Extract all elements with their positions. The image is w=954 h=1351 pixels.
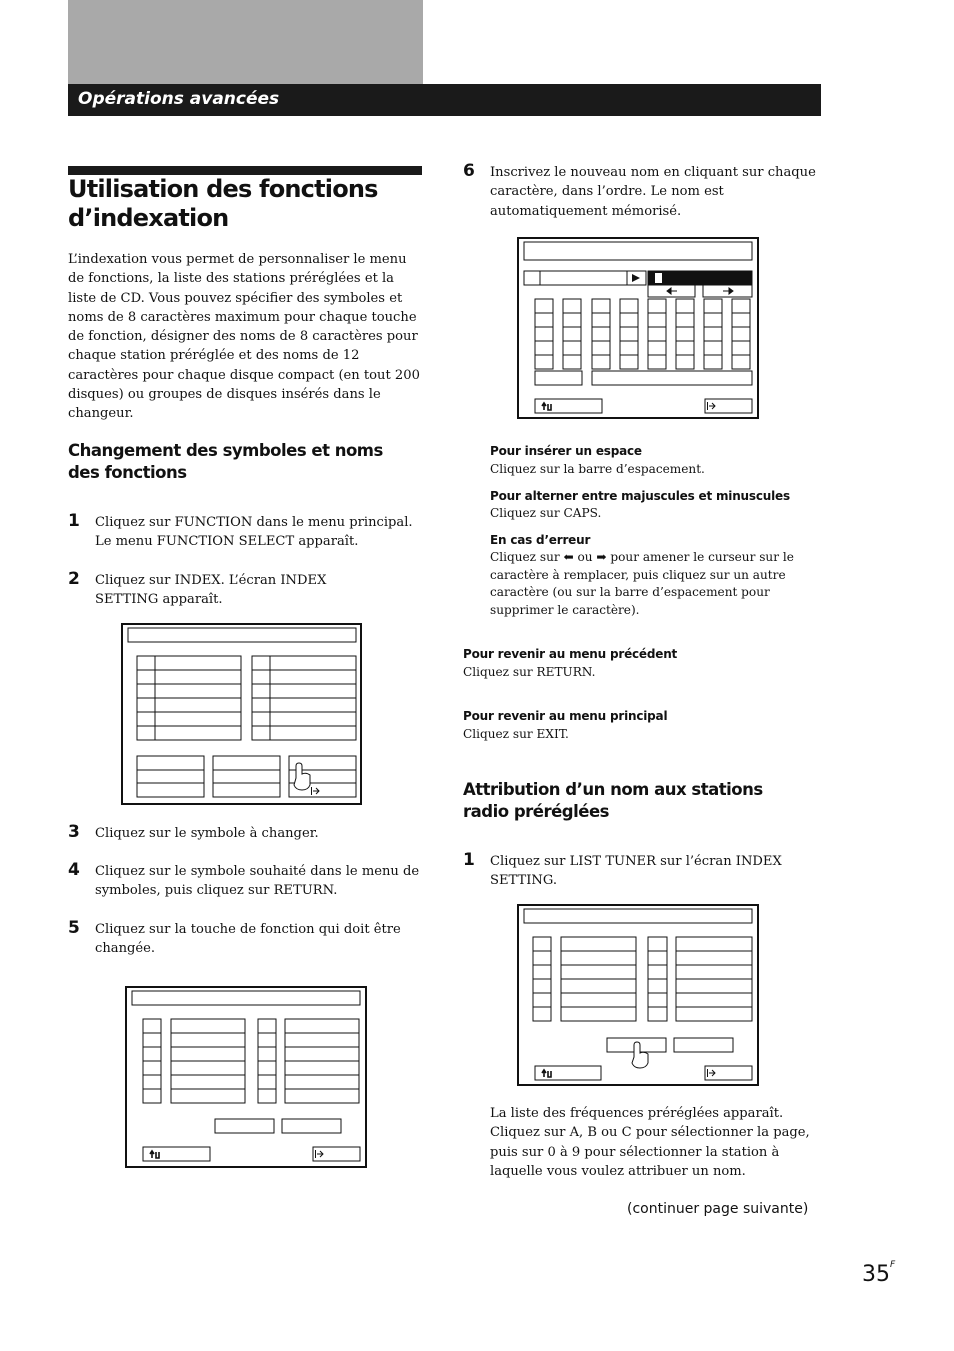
left-arrow-icon <box>667 288 677 294</box>
tip-text: Cliquez sur ⬅ ou ➡ pour amener le curseur sur le caractère à remplacer, puis cliquez sur un autre caractère (ou sur la barre d’espacement pour supprimer le caractère). <box>490 550 794 617</box>
symbol-slot-column-left <box>143 1019 161 1103</box>
step-text: Cliquez sur LIST TUNER sur l’écran INDEX SETTING. <box>490 854 782 889</box>
exit-icon <box>311 787 319 795</box>
space-bar-diagram <box>592 371 752 385</box>
preset-slot-column-left <box>533 937 551 1021</box>
caps-key-diagram <box>535 371 582 385</box>
note-title: Pour revenir au menu précédent <box>463 647 678 661</box>
section-title: Opérations avancées <box>78 89 280 109</box>
tip-title: En cas d’erreur <box>490 533 591 547</box>
tip-text: Cliquez sur CAPS. <box>490 506 602 520</box>
page-number-value: 35 <box>862 1262 890 1287</box>
tip-title: Pour insérer un espace <box>490 444 642 458</box>
step-number: 1 <box>68 511 80 531</box>
note-text: Cliquez sur RETURN. <box>463 665 596 679</box>
return-arrow-icon <box>542 1070 551 1077</box>
exit-icon <box>315 1150 323 1158</box>
preset-name-column-left <box>561 937 636 1021</box>
step-text: Cliquez sur le symbole à changer. <box>95 826 319 841</box>
character-input-screen-diagram <box>517 237 759 419</box>
exit-icon <box>707 402 715 410</box>
function-name-screen-diagram <box>125 986 367 1168</box>
section-header-bar <box>68 84 821 116</box>
keyboard-grid <box>535 299 750 369</box>
page-title: Utilisation des fonctions d’indexation <box>68 175 378 232</box>
list-button-group <box>137 756 356 797</box>
exit-icon <box>707 1069 715 1077</box>
name-field-column-left <box>155 656 241 740</box>
continue-note: (continuer page suivante) <box>627 1201 809 1217</box>
name-field-column-left <box>171 1019 245 1103</box>
section1-heading: Changement des symboles et noms des fonctions <box>68 441 383 482</box>
step-text: Cliquez sur la touche de fonction qui doit être changée. <box>95 922 401 957</box>
section2-after-text: La liste des fréquences préréglées apparaît. Cliquez sur A, B ou C pour sélectionner la page, puis sur 0 à 9 pour sélectionner la station à laquelle vous voulez attribuer un nom. <box>490 1106 810 1179</box>
tip-title: Pour alterner entre majuscules et minuscules <box>490 489 790 503</box>
preset-name-column-right <box>676 937 752 1021</box>
intro-paragraph: L’indexation vous permet de personnaliser le menu de fonctions, la liste des stations préréglées et la liste de CD. Vous pouvez spécifier des symboles et noms de 8 caractères maximum pour chaque touche de fonction, désigner des noms de 8 caractères pour chaque station préréglée et des noms de 12 caractères pour chaque disque compact (en tout 200 disques) ou groupes de disques insérés dans le changeur. <box>68 252 420 422</box>
step-number: 1 <box>463 850 475 870</box>
return-arrow-icon <box>150 1151 159 1158</box>
hand-cursor-icon <box>294 763 310 790</box>
note-text: Cliquez sur EXIT. <box>463 727 569 741</box>
page-number <box>862 1262 895 1287</box>
step-number: 3 <box>68 822 80 842</box>
tip-text: Cliquez sur la barre d’espacement. <box>490 462 705 476</box>
return-arrow-icon <box>542 403 551 410</box>
name-field-column-right <box>285 1019 359 1103</box>
step-text: Cliquez sur INDEX. L’écran INDEX SETTING apparaît. <box>95 573 327 608</box>
note-title: Pour revenir au menu principal <box>463 709 668 723</box>
section2-heading: Attribution d’un nom aux stations radio préréglées <box>463 780 763 821</box>
header-gray-tab <box>68 0 423 84</box>
title-rule <box>68 166 422 175</box>
step-text: Inscrivez le nouveau nom en cliquant sur chaque caractère, dans l’ordre. Le nom est automatiquement mémorisé. <box>490 165 816 219</box>
symbol-slot-column-right <box>258 1019 276 1103</box>
right-arrow-icon <box>723 288 733 294</box>
index-setting-screen-diagram <box>121 623 362 805</box>
page-number-suffix: F <box>890 1260 896 1270</box>
step-text: Cliquez sur FUNCTION dans le menu principal. Le menu FUNCTION SELECT apparaît. <box>95 515 413 550</box>
tuner-list-screen-diagram <box>517 904 759 1086</box>
symbol-slot-column-right <box>252 656 270 740</box>
preset-slot-column-right <box>648 937 667 1021</box>
step-number: 5 <box>68 918 80 938</box>
step-number: 2 <box>68 569 80 589</box>
step-text: Cliquez sur le symbole souhaité dans le menu de symboles, puis cliquez sur RETURN. <box>95 864 420 899</box>
hand-cursor-icon <box>632 1042 648 1068</box>
step-number: 6 <box>463 161 475 181</box>
symbol-slot-column-left <box>137 656 155 740</box>
name-field-column-right <box>270 656 356 740</box>
step-number: 4 <box>68 860 80 880</box>
